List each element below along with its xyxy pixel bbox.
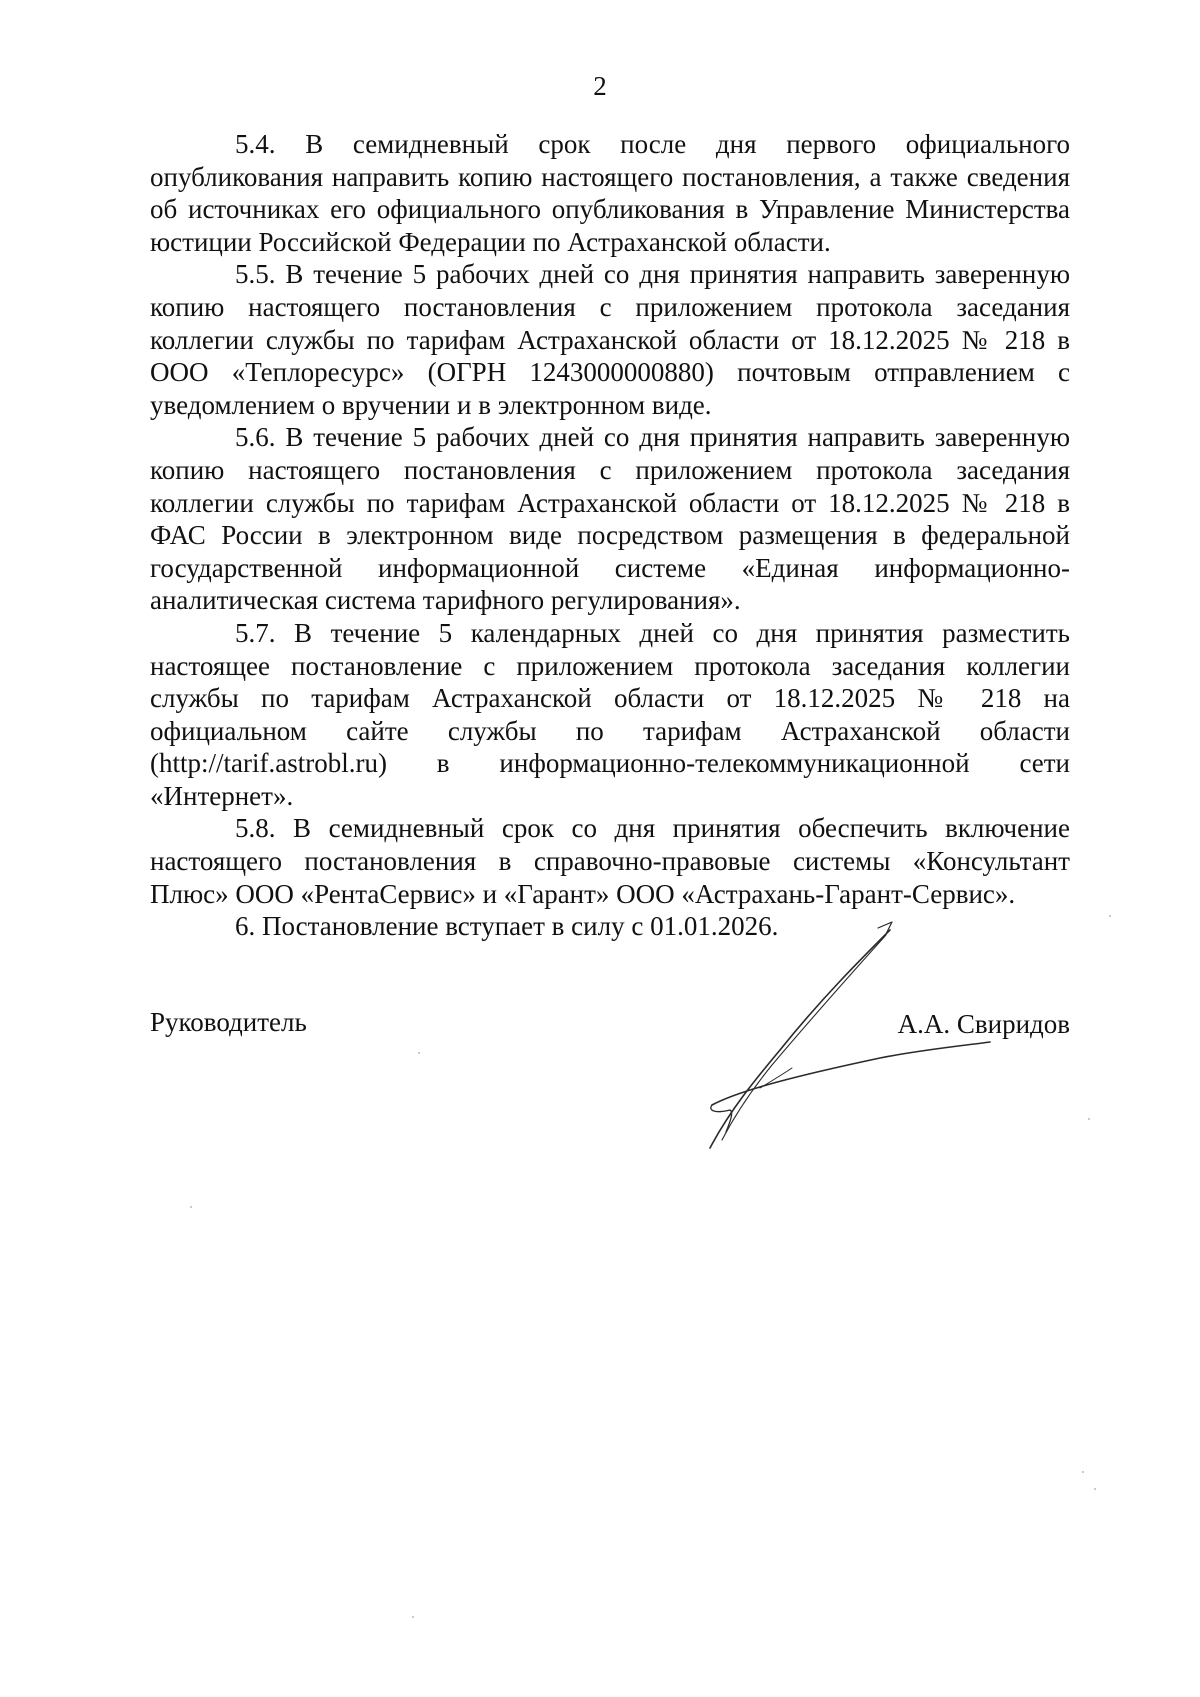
signatory-role: Руководитель — [150, 1007, 307, 1037]
scan-speck — [1109, 915, 1111, 917]
signatory-name: А.А. Свиридов — [897, 1009, 1070, 1039]
scan-speck — [190, 1206, 192, 1208]
paragraph-5-4: 5.4. В семидневный срок после дня первого официального опубликования направить копию настоящего постановления, а также сведения об источниках его официального опубликования в Управление Министерства юстиции Российской Федерации по Астраханской области. — [150, 129, 1070, 257]
document-body — [150, 128, 1070, 943]
paragraph-6: 6. Постановление вступает в силу с 01.01.2026. — [235, 911, 779, 942]
paragraph-5-5: 5.5. В течение 5 рабочих дней со дня принятия направить заверенную копию настоящего постановления с приложением протокола заседания коллегии службы по тарифам Астраханской области от 18.12.2025 № 218 в ООО «Теплоресурс» (ОГРН 1243000000880) почтовым отправлением с уведомлением о вручении и в электронном виде. — [150, 259, 1070, 420]
handwritten-signature — [700, 900, 1000, 1180]
paragraph-5-6: 5.6. В течение 5 рабочих дней со дня принятия направить заверенную копию настоящего постановления с приложением протокола заседания коллегии службы по тарифам Астраханской области от 18.12.2025 № 218 в ФАС России в электронном виде посредством размещения в федеральной государственной информационной системе «Единая информационно-аналитическая система тарифного регулирования». — [150, 422, 1070, 616]
paragraph-5-8: 5.8. В семидневный срок со дня принятия обеспечить включение настоящего постановления в справочно-правовые системы «Консультант Плюс» ООО «РентаСервис» и «Гарант» ООО «Астрахань-Гарант-Сервис». — [150, 813, 1070, 909]
scan-speck — [1082, 1471, 1084, 1473]
paragraph-5-7: 5.7. В течение 5 календарных дней со дня принятия разместить настоящее постановление с приложением протокола заседания коллегии службы по тарифам Астраханской области от 18.12.2025 № 218 на официальном сайте службы по тарифам Астраханской области (http://tarif.astrobl.ru) в информационно-телекоммуникационной сети «Интернет». — [150, 617, 1070, 811]
scan-speck — [1094, 1488, 1096, 1490]
scan-speck — [412, 1616, 414, 1618]
scan-speck — [1088, 1118, 1090, 1120]
page-number: 2 — [593, 71, 607, 101]
scan-speck — [418, 1052, 420, 1054]
